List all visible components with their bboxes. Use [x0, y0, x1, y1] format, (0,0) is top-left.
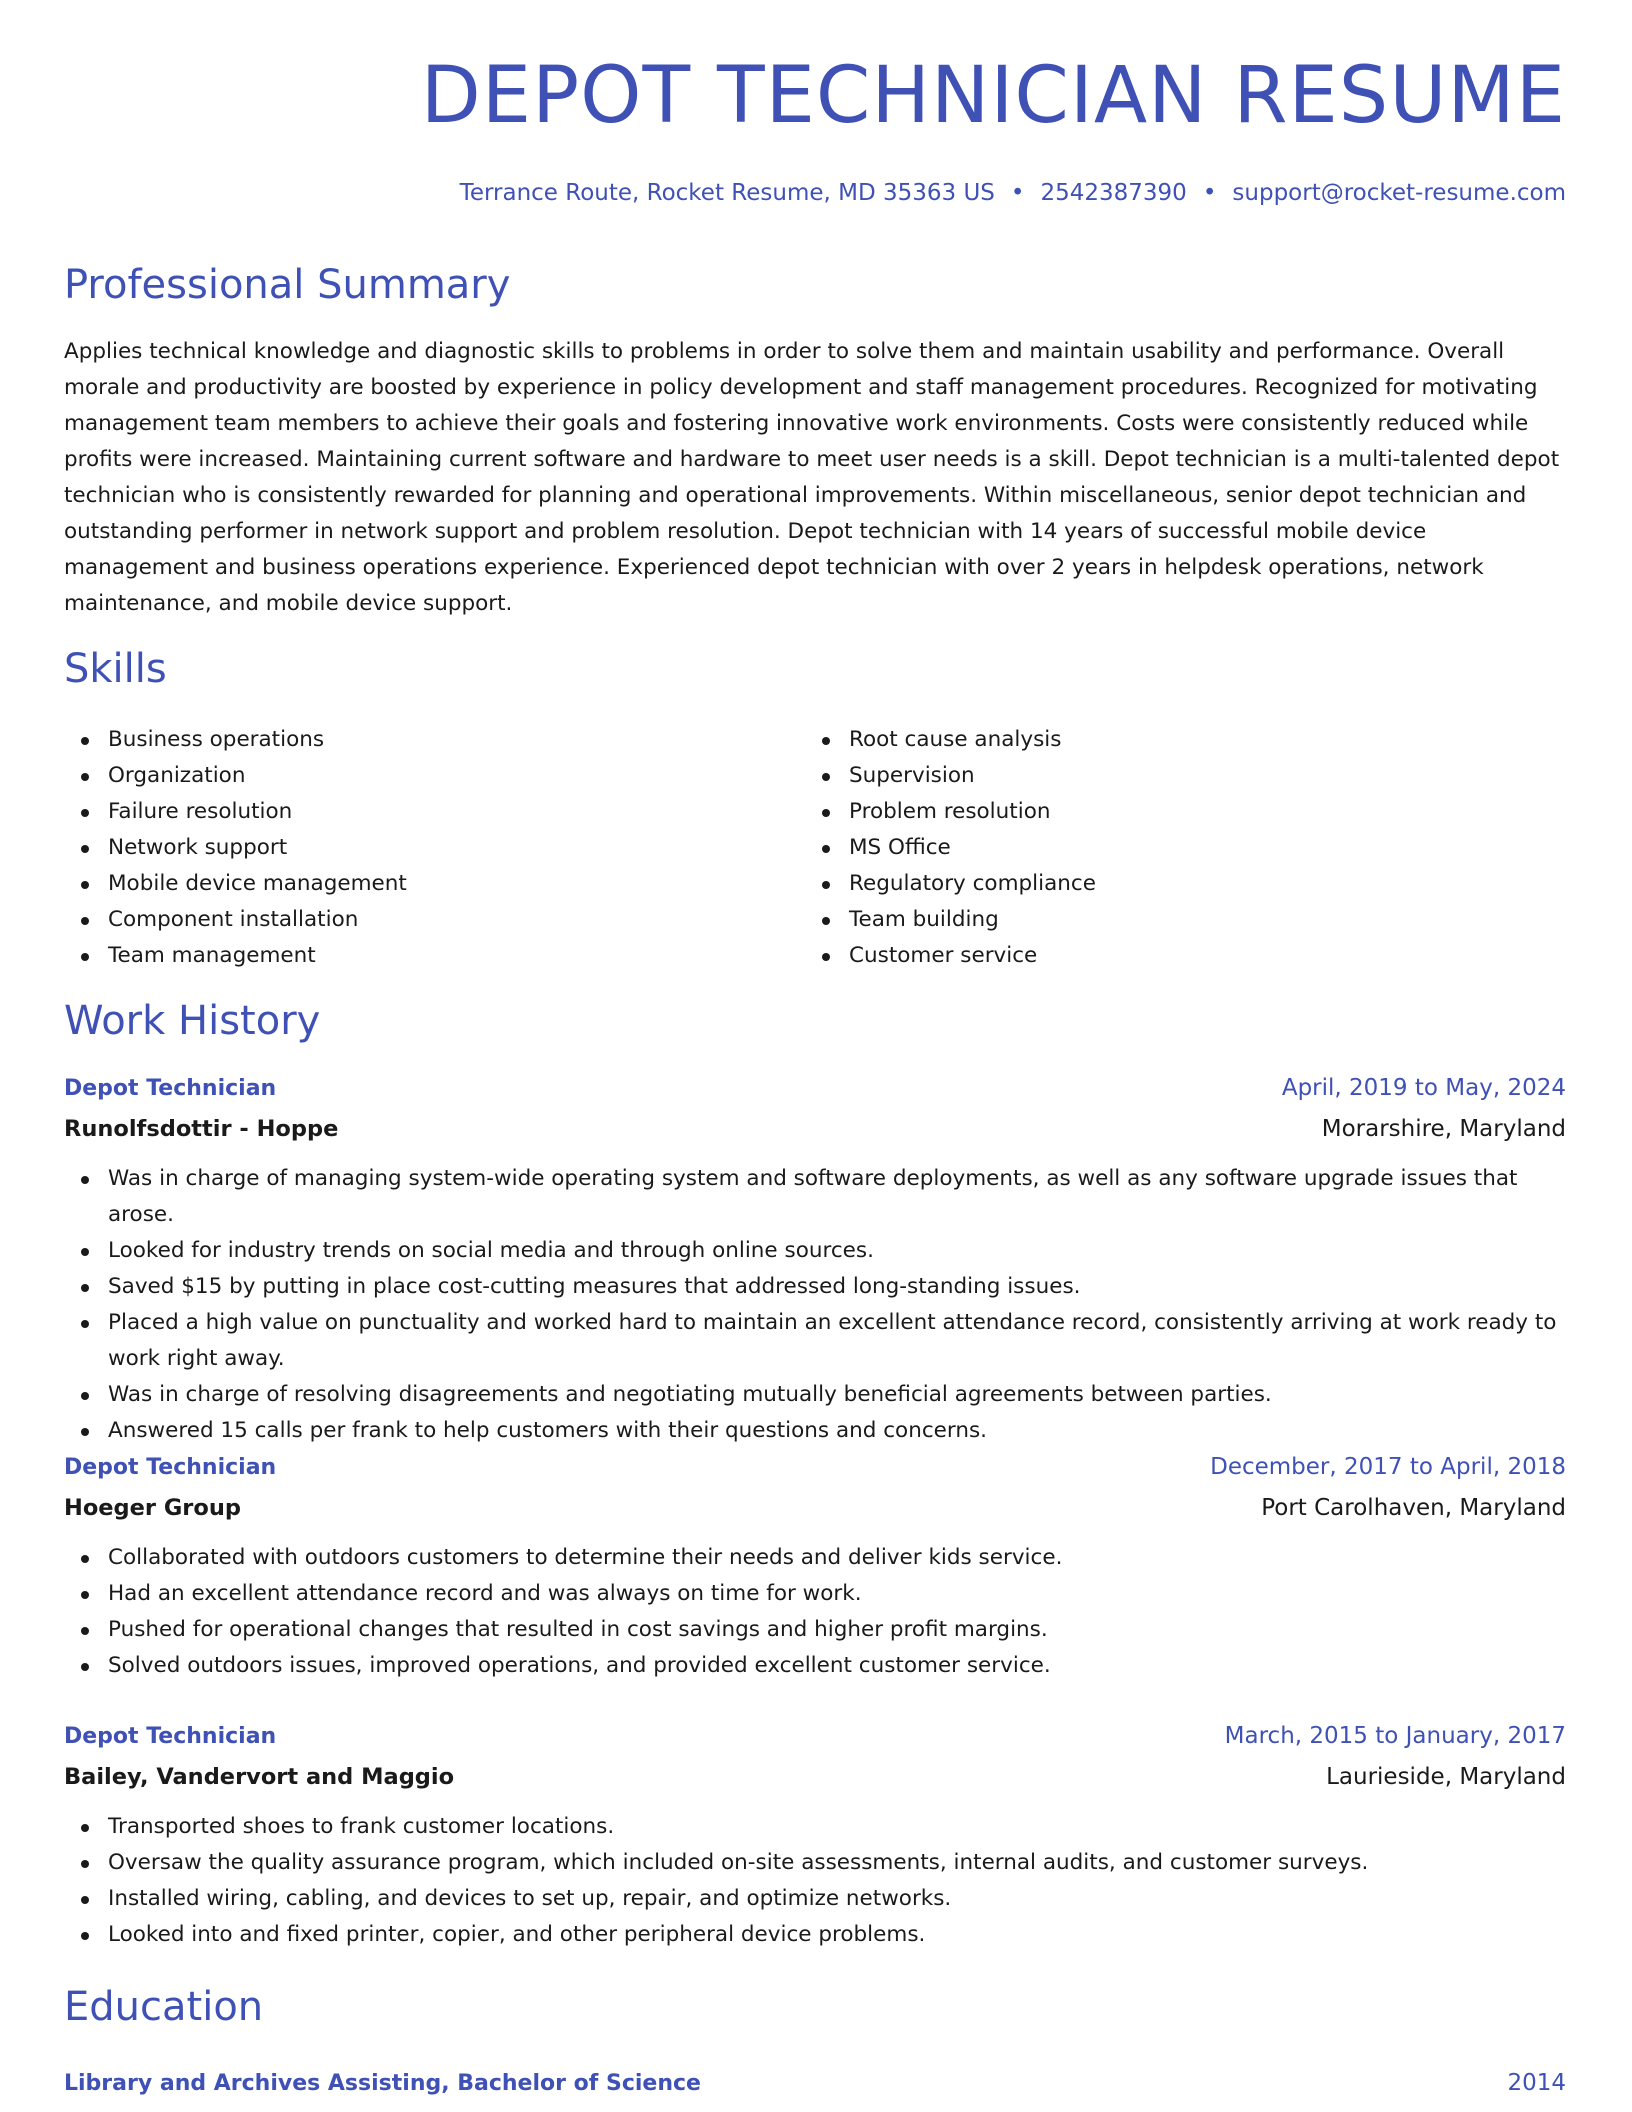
- contact-phone: 2542387390: [1040, 180, 1187, 206]
- job-entry: [64, 1716, 1566, 1953]
- resume-title: DEPOT TECHNICIAN RESUME: [420, 51, 1566, 141]
- job-title: Depot Technician: [64, 1076, 277, 1101]
- skill-item: Business operations: [64, 722, 805, 758]
- job-location: Morarshire, Maryland: [1321, 1116, 1566, 1142]
- job-bullet: Looked for industry trends on social media and through online sources.: [64, 1233, 1566, 1269]
- job-company: Runolfsdottir - Hoppe: [64, 1116, 339, 1142]
- job-location: Port Carolhaven, Maryland: [1261, 1495, 1566, 1521]
- job-company: Hoeger Group: [64, 1495, 241, 1521]
- job-bullet: Pushed for operational changes that resulted in cost savings and higher profit margins.: [64, 1612, 1566, 1648]
- job-entry: [64, 1068, 1566, 1449]
- job-location: Laurieside, Maryland: [1326, 1764, 1566, 1790]
- summary-text: Applies technical knowledge and diagnostic skills to problems in order to solve them and maintain usability and performance. Overall morale and productivity are boosted by experience in policy development and staff management procedures. Recognized for motivating management team members to achieve their goals and fostering innovative work environments. Costs were consistently reduced while profits were increased. Maintaining current software and hardware to meet user needs is a skill. Depot technician is a multi-talented depot technician who is consistently rewarded for planning and operational improvements. Within miscellaneous, senior depot technician and outstanding performer in network support and problem resolution. Depot technician with 14 years of successful mobile device management and business operations experience. Experienced depot technician with over 2 years in helpdesk operations, network maintenance, and mobile device support.: [64, 339, 1560, 616]
- skills-heading: Skills: [64, 646, 167, 692]
- skill-item: Organization: [64, 758, 805, 794]
- skill-item: MS Office: [805, 830, 1546, 866]
- skill-item: Component installation: [64, 902, 805, 938]
- contact-separator: •: [1202, 180, 1217, 206]
- contact-line: [460, 180, 1566, 206]
- education-heading: Education: [64, 1984, 264, 2030]
- skill-item: Regulatory compliance: [805, 866, 1546, 902]
- job-bullet: Saved $15 by putting in place cost-cutting measures that addressed long-standing issues.: [64, 1269, 1566, 1305]
- skill-item: Team building: [805, 902, 1546, 938]
- job-title: Depot Technician: [64, 1455, 277, 1480]
- education-year: 2014: [1507, 2070, 1566, 2096]
- job-bullet: Transported shoes to frank customer locations.: [64, 1809, 1566, 1845]
- job-bullet: Solved outdoors issues, improved operations, and provided excellent customer service.: [64, 1648, 1566, 1684]
- work-history-heading: Work History: [64, 998, 321, 1044]
- job-bullet: Was in charge of managing system-wide operating system and software deployments, as well as any software upgrade issues that arose.: [64, 1161, 1566, 1233]
- skill-item: Mobile device management: [64, 866, 805, 902]
- job-bullet: Answered 15 calls per frank to help customers with their questions and concerns.: [64, 1413, 1566, 1449]
- job-bullets: [64, 1809, 1566, 1953]
- job-dates: March, 2015 to January, 2017: [1224, 1723, 1566, 1749]
- job-dates: April, 2019 to May, 2024: [1281, 1075, 1566, 1101]
- job-bullets: [64, 1161, 1566, 1449]
- job-title: Depot Technician: [64, 1724, 277, 1749]
- job-bullet: Was in charge of resolving disagreements and negotiating mutually beneficial agreements between parties.: [64, 1377, 1566, 1413]
- skill-item: Failure resolution: [64, 794, 805, 830]
- summary-heading: Professional Summary: [64, 262, 511, 308]
- skill-item: Problem resolution: [805, 794, 1546, 830]
- job-bullet: Looked into and fixed printer, copier, and other peripheral device problems.: [64, 1917, 1566, 1953]
- skill-item: Customer service: [805, 938, 1546, 974]
- skill-item: Network support: [64, 830, 805, 866]
- job-bullet: Installed wiring, cabling, and devices to set up, repair, and optimize networks.: [64, 1881, 1566, 1917]
- job-bullets: [64, 1540, 1566, 1684]
- job-bullet: Oversaw the quality assurance program, which included on-site assessments, internal audits, and customer surveys.: [64, 1845, 1566, 1881]
- job-bullet: Placed a high value on punctuality and worked hard to maintain an excellent attendance record, consistently arriving at work ready to work right away.: [64, 1305, 1566, 1377]
- job-company: Bailey, Vandervort and Maggio: [64, 1764, 455, 1790]
- skill-item: Supervision: [805, 758, 1546, 794]
- contact-email: support@rocket-resume.com: [1232, 180, 1566, 206]
- contact-separator: •: [1010, 180, 1025, 206]
- education-degree: Library and Archives Assisting, Bachelor of Science: [64, 2071, 701, 2096]
- skill-item: Root cause analysis: [805, 722, 1546, 758]
- job-dates: December, 2017 to April, 2018: [1210, 1454, 1566, 1480]
- job-bullet: Had an excellent attendance record and was always on time for work.: [64, 1576, 1566, 1612]
- skills-column-left: [64, 722, 805, 974]
- education-entry: [64, 2063, 1566, 2104]
- job-bullet: Collaborated with outdoors customers to determine their needs and deliver kids service.: [64, 1540, 1566, 1576]
- contact-address: Terrance Route, Rocket Resume, MD 35363 US: [459, 180, 995, 206]
- skills-column-right: [805, 722, 1546, 974]
- skill-item: Team management: [64, 938, 805, 974]
- skills-list: [64, 722, 1566, 974]
- job-entry: [64, 1447, 1566, 1684]
